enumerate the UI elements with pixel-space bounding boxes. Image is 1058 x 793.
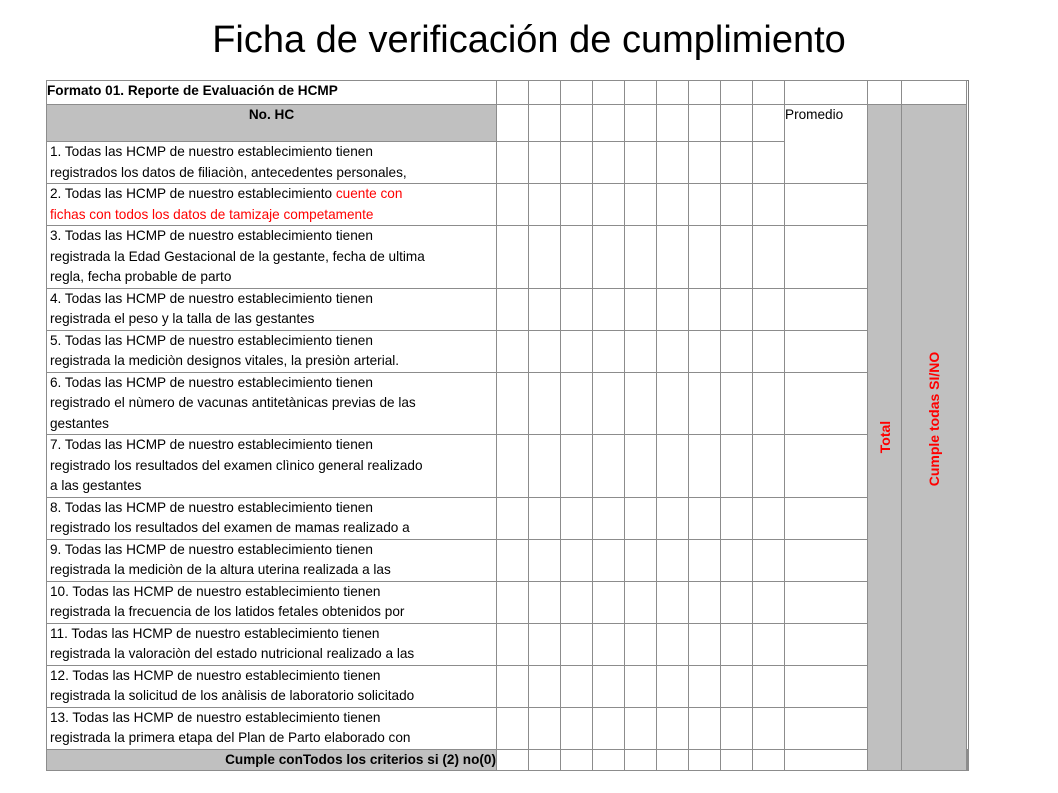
criterion-row	[47, 288, 969, 330]
criterion-line-text: 5. Todas las HCMP de nuestro establecimiento tienen	[50, 332, 373, 348]
hc-cell[interactable]	[593, 497, 625, 539]
hc-cell[interactable]	[657, 330, 689, 372]
hc-cell[interactable]	[529, 539, 561, 581]
hc-cell[interactable]	[753, 372, 785, 435]
criterion-line	[50, 373, 493, 394]
footer-label: Cumple conTodos los criterios si (2) no(0)	[47, 749, 497, 771]
cell[interactable]	[593, 81, 625, 105]
hc-cell[interactable]	[689, 435, 721, 498]
hc-cell[interactable]	[753, 581, 785, 623]
hc-cell[interactable]	[529, 623, 561, 665]
hc-cell[interactable]	[561, 707, 593, 749]
hc-cell[interactable]	[689, 105, 721, 142]
criterion-row	[47, 435, 969, 498]
hc-cell[interactable]	[593, 435, 625, 498]
cell[interactable]	[529, 81, 561, 105]
hc-cell[interactable]	[753, 623, 785, 665]
hc-cell[interactable]	[689, 142, 721, 184]
hc-cell[interactable]	[529, 497, 561, 539]
criterion-text	[47, 142, 497, 184]
criterion-line: registrada la primera etapa del Plan de Parto elaborado con	[50, 730, 411, 745]
hc-cell[interactable]	[657, 226, 689, 289]
hc-cell[interactable]	[657, 497, 689, 539]
hc-cell[interactable]	[561, 539, 593, 581]
criterion-line	[50, 666, 493, 687]
hc-cell[interactable]	[529, 435, 561, 498]
footer-cell[interactable]	[657, 749, 689, 771]
hc-cell[interactable]	[497, 707, 529, 749]
criterion-line: registrada la mediciòn de la altura uterina realizada a las	[50, 562, 391, 577]
hc-cell[interactable]	[753, 288, 785, 330]
hc-cell[interactable]	[625, 665, 657, 707]
hc-cell[interactable]	[593, 372, 625, 435]
criterion-line: registrada la valoraciòn del estado nutricional realizado a las	[50, 646, 415, 661]
criterion-line-text: 4. Todas las HCMP de nuestro establecimiento tienen	[50, 290, 373, 306]
hc-cell[interactable]	[689, 330, 721, 372]
promedio-cell[interactable]	[785, 184, 868, 226]
slide-title: Ficha de verificación de cumplimiento	[212, 19, 846, 61]
hc-cell[interactable]	[689, 372, 721, 435]
criterion-line: registrada la Edad Gestacional de la gestante, fecha de ultima	[50, 248, 425, 264]
hc-cell[interactable]	[689, 539, 721, 581]
hc-cell[interactable]	[593, 665, 625, 707]
criterion-row	[47, 184, 969, 226]
hc-cell[interactable]	[561, 435, 593, 498]
hc-cell[interactable]	[753, 707, 785, 749]
criterion-text	[47, 707, 497, 749]
hc-cell[interactable]	[753, 435, 785, 498]
criterion-line: fichas con todos los datos de tamizaje competamente	[50, 206, 374, 222]
hc-cell[interactable]	[657, 142, 689, 184]
footer-cell[interactable]	[785, 749, 868, 771]
criterion-line	[50, 184, 493, 205]
hc-cell[interactable]	[497, 288, 529, 330]
hc-cell[interactable]	[721, 142, 753, 184]
hc-cell[interactable]	[753, 497, 785, 539]
promedio-cell[interactable]	[785, 288, 868, 330]
cell[interactable]	[657, 81, 689, 105]
hc-cell[interactable]	[753, 665, 785, 707]
criterion-line-text: 10. Todas las HCMP de nuestro establecimiento tienen	[50, 583, 381, 599]
hc-cell[interactable]	[529, 226, 561, 289]
promedio-cell[interactable]	[785, 623, 868, 665]
promedio-cell[interactable]	[785, 581, 868, 623]
footer-cell[interactable]	[753, 749, 785, 771]
hc-cell[interactable]	[657, 105, 689, 142]
hc-cell[interactable]	[689, 497, 721, 539]
hc-cell[interactable]	[529, 330, 561, 372]
hc-cell[interactable]	[593, 623, 625, 665]
criterion-row	[47, 665, 969, 707]
criterion-line-text: 3. Todas las HCMP de nuestro establecimiento tienen	[50, 228, 373, 243]
cell[interactable]	[561, 81, 593, 105]
hc-cell[interactable]	[753, 105, 785, 142]
criterion-line	[50, 331, 493, 352]
criterion-line	[50, 226, 493, 247]
hc-cell[interactable]	[561, 623, 593, 665]
criterion-highlight: cuente con	[335, 186, 403, 201]
hc-cell[interactable]	[721, 497, 753, 539]
hc-cell[interactable]	[529, 581, 561, 623]
hc-cell[interactable]	[529, 184, 561, 226]
criterion-line	[50, 708, 493, 729]
hc-cell[interactable]	[561, 105, 593, 142]
header-no-hc: No. HC	[47, 105, 497, 142]
hc-cell[interactable]	[625, 330, 657, 372]
criterion-line-text: 2. Todas las HCMP de nuestro establecimiento	[50, 186, 336, 201]
hc-cell[interactable]	[689, 581, 721, 623]
criterion-row	[47, 226, 969, 289]
criterion-line	[50, 498, 493, 519]
hc-cell[interactable]	[625, 623, 657, 665]
footer-cell[interactable]	[529, 749, 561, 771]
promedio-cell[interactable]	[785, 665, 868, 707]
evaluation-sheet	[46, 80, 969, 771]
hc-cell[interactable]	[529, 707, 561, 749]
hc-cell[interactable]	[561, 288, 593, 330]
hc-cell[interactable]	[625, 581, 657, 623]
cell[interactable]	[868, 81, 902, 105]
hc-cell[interactable]	[721, 330, 753, 372]
hc-cell[interactable]	[657, 581, 689, 623]
hc-cell[interactable]	[721, 623, 753, 665]
hc-cell[interactable]	[753, 142, 785, 184]
hc-cell[interactable]	[593, 707, 625, 749]
criterion-line: registrado los resultados del examen clìnico general realizado	[50, 457, 423, 473]
hc-cell[interactable]	[721, 539, 753, 581]
criterion-line: registrada la mediciòn designos vitales, la presiòn arterial.	[50, 353, 400, 368]
hc-cell[interactable]	[721, 707, 753, 749]
criterion-line: regla, fecha probable de parto	[50, 269, 232, 284]
criterion-row	[47, 372, 969, 435]
criterion-text	[47, 330, 497, 372]
hc-cell[interactable]	[593, 288, 625, 330]
hc-cell[interactable]	[721, 288, 753, 330]
hc-cell[interactable]	[497, 539, 529, 581]
criterion-line	[50, 582, 493, 603]
hc-cell[interactable]	[625, 184, 657, 226]
hc-cell[interactable]	[657, 184, 689, 226]
hc-cell[interactable]	[593, 581, 625, 623]
hc-cell[interactable]	[689, 665, 721, 707]
criterion-text	[47, 288, 497, 330]
hc-cell[interactable]	[593, 142, 625, 184]
criterion-line	[50, 624, 493, 645]
criterion-line: registrada la solicitud de los anàlisis de laboratorio solicitado	[50, 688, 415, 703]
criterion-line: registrada el peso y la talla de las gestantes	[50, 311, 315, 326]
criterion-text	[47, 497, 497, 539]
hc-cell[interactable]	[593, 226, 625, 289]
criterion-line-text: 7. Todas las HCMP de nuestro establecimiento tienen	[50, 437, 373, 452]
format-title: Formato 01. Reporte de Evaluación de HCMP	[47, 81, 497, 105]
criterion-line: gestantes	[50, 415, 109, 431]
hc-cell[interactable]	[721, 435, 753, 498]
hc-cell[interactable]	[593, 539, 625, 581]
criterion-text	[47, 581, 497, 623]
hc-cell[interactable]	[561, 184, 593, 226]
header-promedio: Promedio	[785, 105, 868, 184]
hc-cell[interactable]	[721, 226, 753, 289]
hc-cell[interactable]	[497, 184, 529, 226]
hc-cell[interactable]	[753, 330, 785, 372]
promedio-cell[interactable]	[785, 707, 868, 749]
hc-cell[interactable]	[529, 372, 561, 435]
hc-cell[interactable]	[625, 707, 657, 749]
criterion-line: registrada la frecuencia de los latidos fetales obtenidos por	[50, 604, 405, 619]
hc-cell[interactable]	[497, 581, 529, 623]
promedio-cell[interactable]	[785, 497, 868, 539]
hc-cell[interactable]	[561, 330, 593, 372]
hc-cell[interactable]	[497, 623, 529, 665]
footer-cell[interactable]	[625, 749, 657, 771]
hc-cell[interactable]	[625, 539, 657, 581]
footer-cell[interactable]	[561, 749, 593, 771]
criterion-line: registrado el nùmero de vacunas antitetànicas previas de las	[50, 395, 416, 410]
hc-cell[interactable]	[657, 623, 689, 665]
hc-cell[interactable]	[689, 623, 721, 665]
hc-cell[interactable]	[593, 105, 625, 142]
hc-cell[interactable]	[497, 226, 529, 289]
hc-cell[interactable]	[561, 142, 593, 184]
hc-cell[interactable]	[593, 330, 625, 372]
criterion-line-text: 6. Todas las HCMP de nuestro establecimiento tienen	[50, 374, 373, 390]
promedio-cell[interactable]	[785, 226, 868, 289]
hc-cell[interactable]	[497, 105, 529, 142]
hc-cell[interactable]	[561, 665, 593, 707]
criterion-line: a las gestantes	[50, 478, 142, 493]
criterion-text	[47, 623, 497, 665]
hc-cell[interactable]	[529, 105, 561, 142]
hc-cell[interactable]	[721, 105, 753, 142]
header-cumple: Cumple todas SI/NO	[925, 351, 942, 487]
promedio-cell[interactable]	[785, 435, 868, 498]
hc-cell[interactable]	[561, 497, 593, 539]
hc-cell[interactable]	[561, 581, 593, 623]
header-total: Total	[876, 420, 893, 454]
criterion-line: registrado los resultados del examen de mamas realizado a	[50, 520, 410, 535]
criterion-row	[47, 497, 969, 539]
hc-cell[interactable]	[625, 372, 657, 435]
hc-cell[interactable]	[625, 435, 657, 498]
hc-cell[interactable]	[561, 372, 593, 435]
criterion-text	[47, 226, 497, 289]
hc-cell[interactable]	[529, 665, 561, 707]
hc-cell[interactable]	[721, 665, 753, 707]
footer-cell[interactable]	[721, 749, 753, 771]
hc-cell[interactable]	[625, 226, 657, 289]
hc-cell[interactable]	[753, 184, 785, 226]
cell[interactable]	[902, 81, 967, 105]
hc-cell[interactable]	[721, 372, 753, 435]
cell[interactable]	[721, 81, 753, 105]
hc-cell[interactable]	[657, 707, 689, 749]
criterion-text	[47, 539, 497, 581]
criterion-text	[47, 435, 497, 498]
hc-cell[interactable]	[689, 288, 721, 330]
promedio-cell[interactable]	[785, 539, 868, 581]
hc-cell[interactable]	[625, 142, 657, 184]
footer-cell[interactable]	[689, 749, 721, 771]
cell[interactable]	[497, 81, 529, 105]
criterion-text	[47, 184, 497, 226]
criterion-line-text: 8. Todas las HCMP de nuestro establecimiento tienen	[50, 499, 373, 515]
total-column	[868, 105, 902, 771]
hc-cell[interactable]	[529, 288, 561, 330]
hc-cell[interactable]	[625, 497, 657, 539]
footer-cell[interactable]	[968, 749, 969, 771]
cell[interactable]	[753, 81, 785, 105]
hc-cell[interactable]	[721, 581, 753, 623]
hc-cell[interactable]	[497, 372, 529, 435]
criterion-row	[47, 623, 969, 665]
hc-cell[interactable]	[497, 497, 529, 539]
footer-row	[47, 749, 969, 771]
criterion-line-text: 12. Todas las HCMP de nuestro establecimiento tienen	[50, 667, 381, 683]
hc-cell[interactable]	[497, 330, 529, 372]
criterion-line-text: 11. Todas las HCMP de nuestro establecimiento tienen	[50, 625, 380, 641]
hc-cell[interactable]	[529, 142, 561, 184]
criterion-line-text: 9. Todas las HCMP de nuestro establecimiento tienen	[50, 541, 373, 557]
criterion-line	[50, 142, 493, 163]
footer-cell[interactable]	[593, 749, 625, 771]
hc-cell[interactable]	[689, 226, 721, 289]
hc-cell[interactable]	[657, 372, 689, 435]
cell[interactable]	[625, 81, 657, 105]
criterion-line: registrados los datos de filiaciòn, antecedentes personales,	[50, 164, 407, 180]
criterion-row	[47, 539, 969, 581]
hc-cell[interactable]	[657, 435, 689, 498]
cell[interactable]	[785, 81, 868, 105]
hc-cell[interactable]	[561, 226, 593, 289]
criterion-line	[50, 289, 493, 310]
cumple-column	[902, 105, 967, 771]
hc-cell[interactable]	[721, 184, 753, 226]
hc-cell[interactable]	[689, 184, 721, 226]
hc-cell[interactable]	[497, 142, 529, 184]
criterion-row	[47, 581, 969, 623]
hc-cell[interactable]	[753, 226, 785, 289]
hc-cell[interactable]	[753, 539, 785, 581]
promedio-cell[interactable]	[785, 372, 868, 435]
hc-cell[interactable]	[625, 288, 657, 330]
criterion-line	[50, 540, 493, 561]
hc-cell[interactable]	[497, 665, 529, 707]
hc-cell[interactable]	[593, 184, 625, 226]
hc-cell[interactable]	[625, 105, 657, 142]
criterion-row	[47, 330, 969, 372]
criterion-line-text: 13. Todas las HCMP de nuestro establecimiento tienen	[50, 709, 381, 725]
criterion-line-text: 1. Todas las HCMP de nuestro establecimiento tienen	[50, 144, 373, 159]
hc-cell[interactable]	[657, 665, 689, 707]
footer-cell[interactable]	[497, 749, 529, 771]
criterion-line	[50, 435, 493, 456]
cell[interactable]	[689, 81, 721, 105]
hc-cell[interactable]	[689, 707, 721, 749]
criterion-text	[47, 372, 497, 435]
hc-cell[interactable]	[657, 539, 689, 581]
hc-cell[interactable]	[497, 435, 529, 498]
criterion-text	[47, 665, 497, 707]
promedio-cell[interactable]	[785, 330, 868, 372]
criterion-row	[47, 707, 969, 749]
hc-cell[interactable]	[657, 288, 689, 330]
